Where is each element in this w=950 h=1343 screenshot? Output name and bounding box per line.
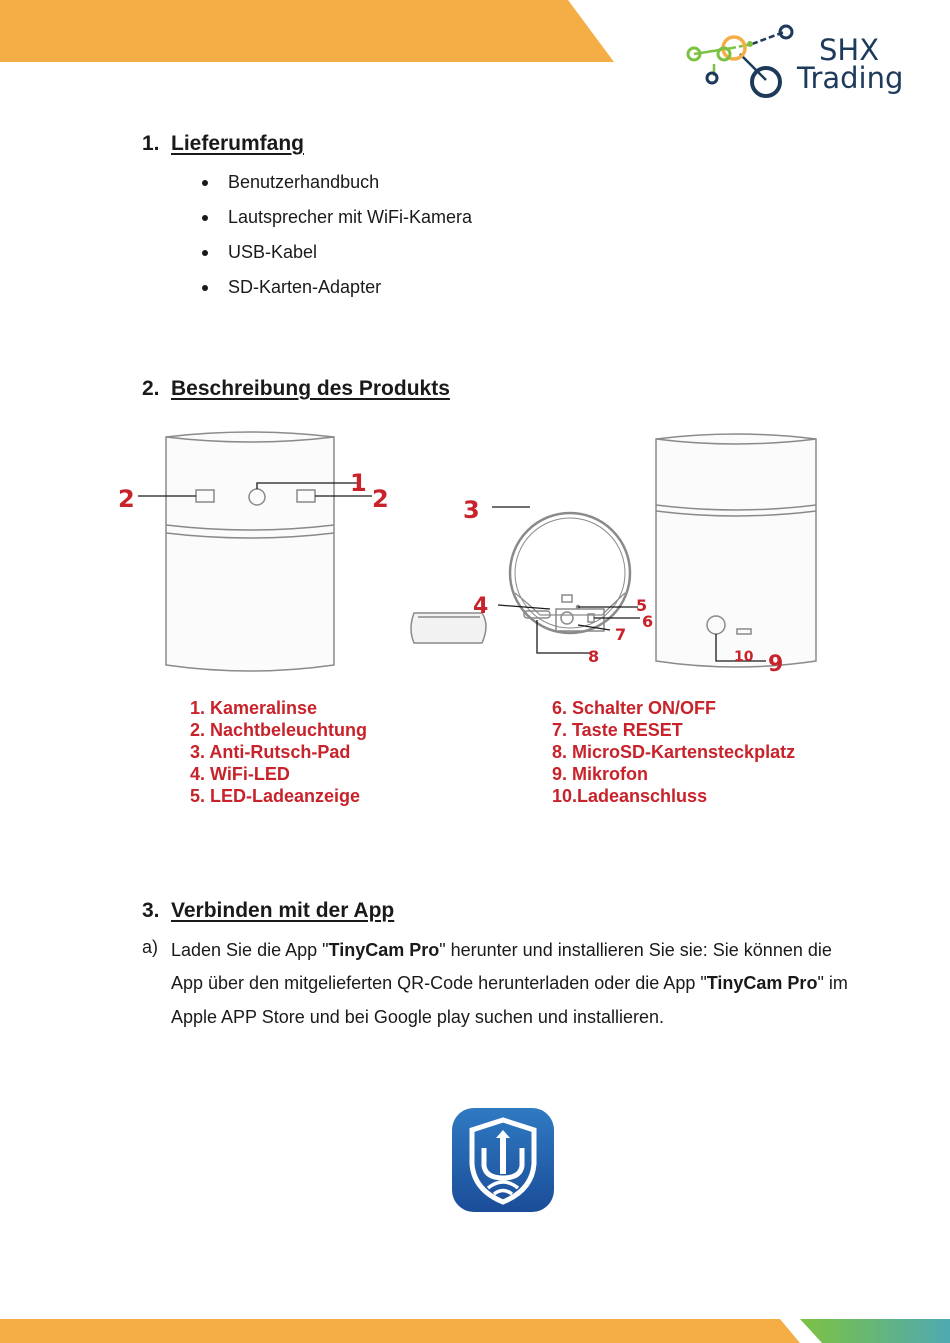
callout-number: 8 [588,647,600,666]
app-name: TinyCam Pro [328,940,440,960]
list-item-text: Lautsprecher mit WiFi-Kamera [228,207,473,227]
contents-list [200,170,472,310]
section-3-title: Verbinden mit der App [171,899,395,922]
product-diagram [110,425,840,685]
legend-item: 5. LED-Ladeanzeige [190,786,361,806]
shield-wifi-app-icon [452,1108,554,1212]
callout-number: 7 [615,625,627,644]
legend-item: 10.Ladeanschluss [552,786,708,806]
text-run: Laden Sie die App " [171,940,329,960]
company-logo [680,18,920,108]
legend-item: 4. WiFi-LED [190,764,290,784]
paragraph-label: a) [142,937,159,957]
list-item [200,170,472,205]
callout-number: 10 [734,649,754,665]
callout-number: 2 [118,485,135,513]
list-item [200,205,472,240]
bullet-icon [202,250,208,256]
legend-right [552,697,795,807]
legend-item: 7. Taste RESET [552,720,683,740]
legend-item: 8. MicroSD-Kartensteckplatz [552,742,796,762]
list-item-text: Benutzerhandbuch [228,172,380,192]
callout-number: 1 [350,469,367,497]
logo-text-shx: SHX [819,33,880,67]
list-item [200,240,472,275]
section-1-title: Lieferumfang [171,132,305,155]
bullet-icon [202,215,208,221]
legend-item: 3. Anti-Rutsch-Pad [190,742,351,762]
callout-number: 9 [768,652,784,677]
section-3-number: 3. [142,899,160,922]
callout-number: 4 [473,594,489,619]
callout-number: 5 [636,596,648,615]
section-1-number: 1. [142,132,160,155]
bullet-icon [202,180,208,186]
legend-item: 1. Kameralinse [190,698,318,718]
section-2-title: Beschreibung des Produkts [171,377,450,400]
bottom-view-device [411,513,630,643]
list-item-text: SD-Karten-Adapter [228,277,382,297]
list-item-text: USB-Kabel [228,242,318,262]
list-item [200,275,472,310]
logo-text-trading: Trading [797,61,904,95]
legend-left [190,697,367,807]
molecule-logo-icon [680,18,800,108]
callout-number: 3 [463,496,480,524]
front-view-device [166,432,334,671]
bullet-icon [202,285,208,291]
footer-band [0,1319,950,1343]
back-view-device [656,434,816,667]
install-instructions [171,934,851,1034]
legend-item: 6. Schalter ON/OFF [552,698,717,718]
callout-number: 6 [642,612,654,631]
legend-item: 9. Mikrofon [552,764,649,784]
app-name: TinyCam Pro [706,973,818,994]
callout-number: 2 [372,485,389,513]
legend-item: 2. Nachtbeleuchtung [190,720,368,740]
section-2-number: 2. [142,377,160,400]
text-run: " im Apple APP Store und bei Google play suchen und installieren. [171,973,848,1027]
text-run: " herunter und installieren Sie sie: Sie können die App über den mitgelieferten QR-Code herunterladen oder die App " [171,940,832,994]
